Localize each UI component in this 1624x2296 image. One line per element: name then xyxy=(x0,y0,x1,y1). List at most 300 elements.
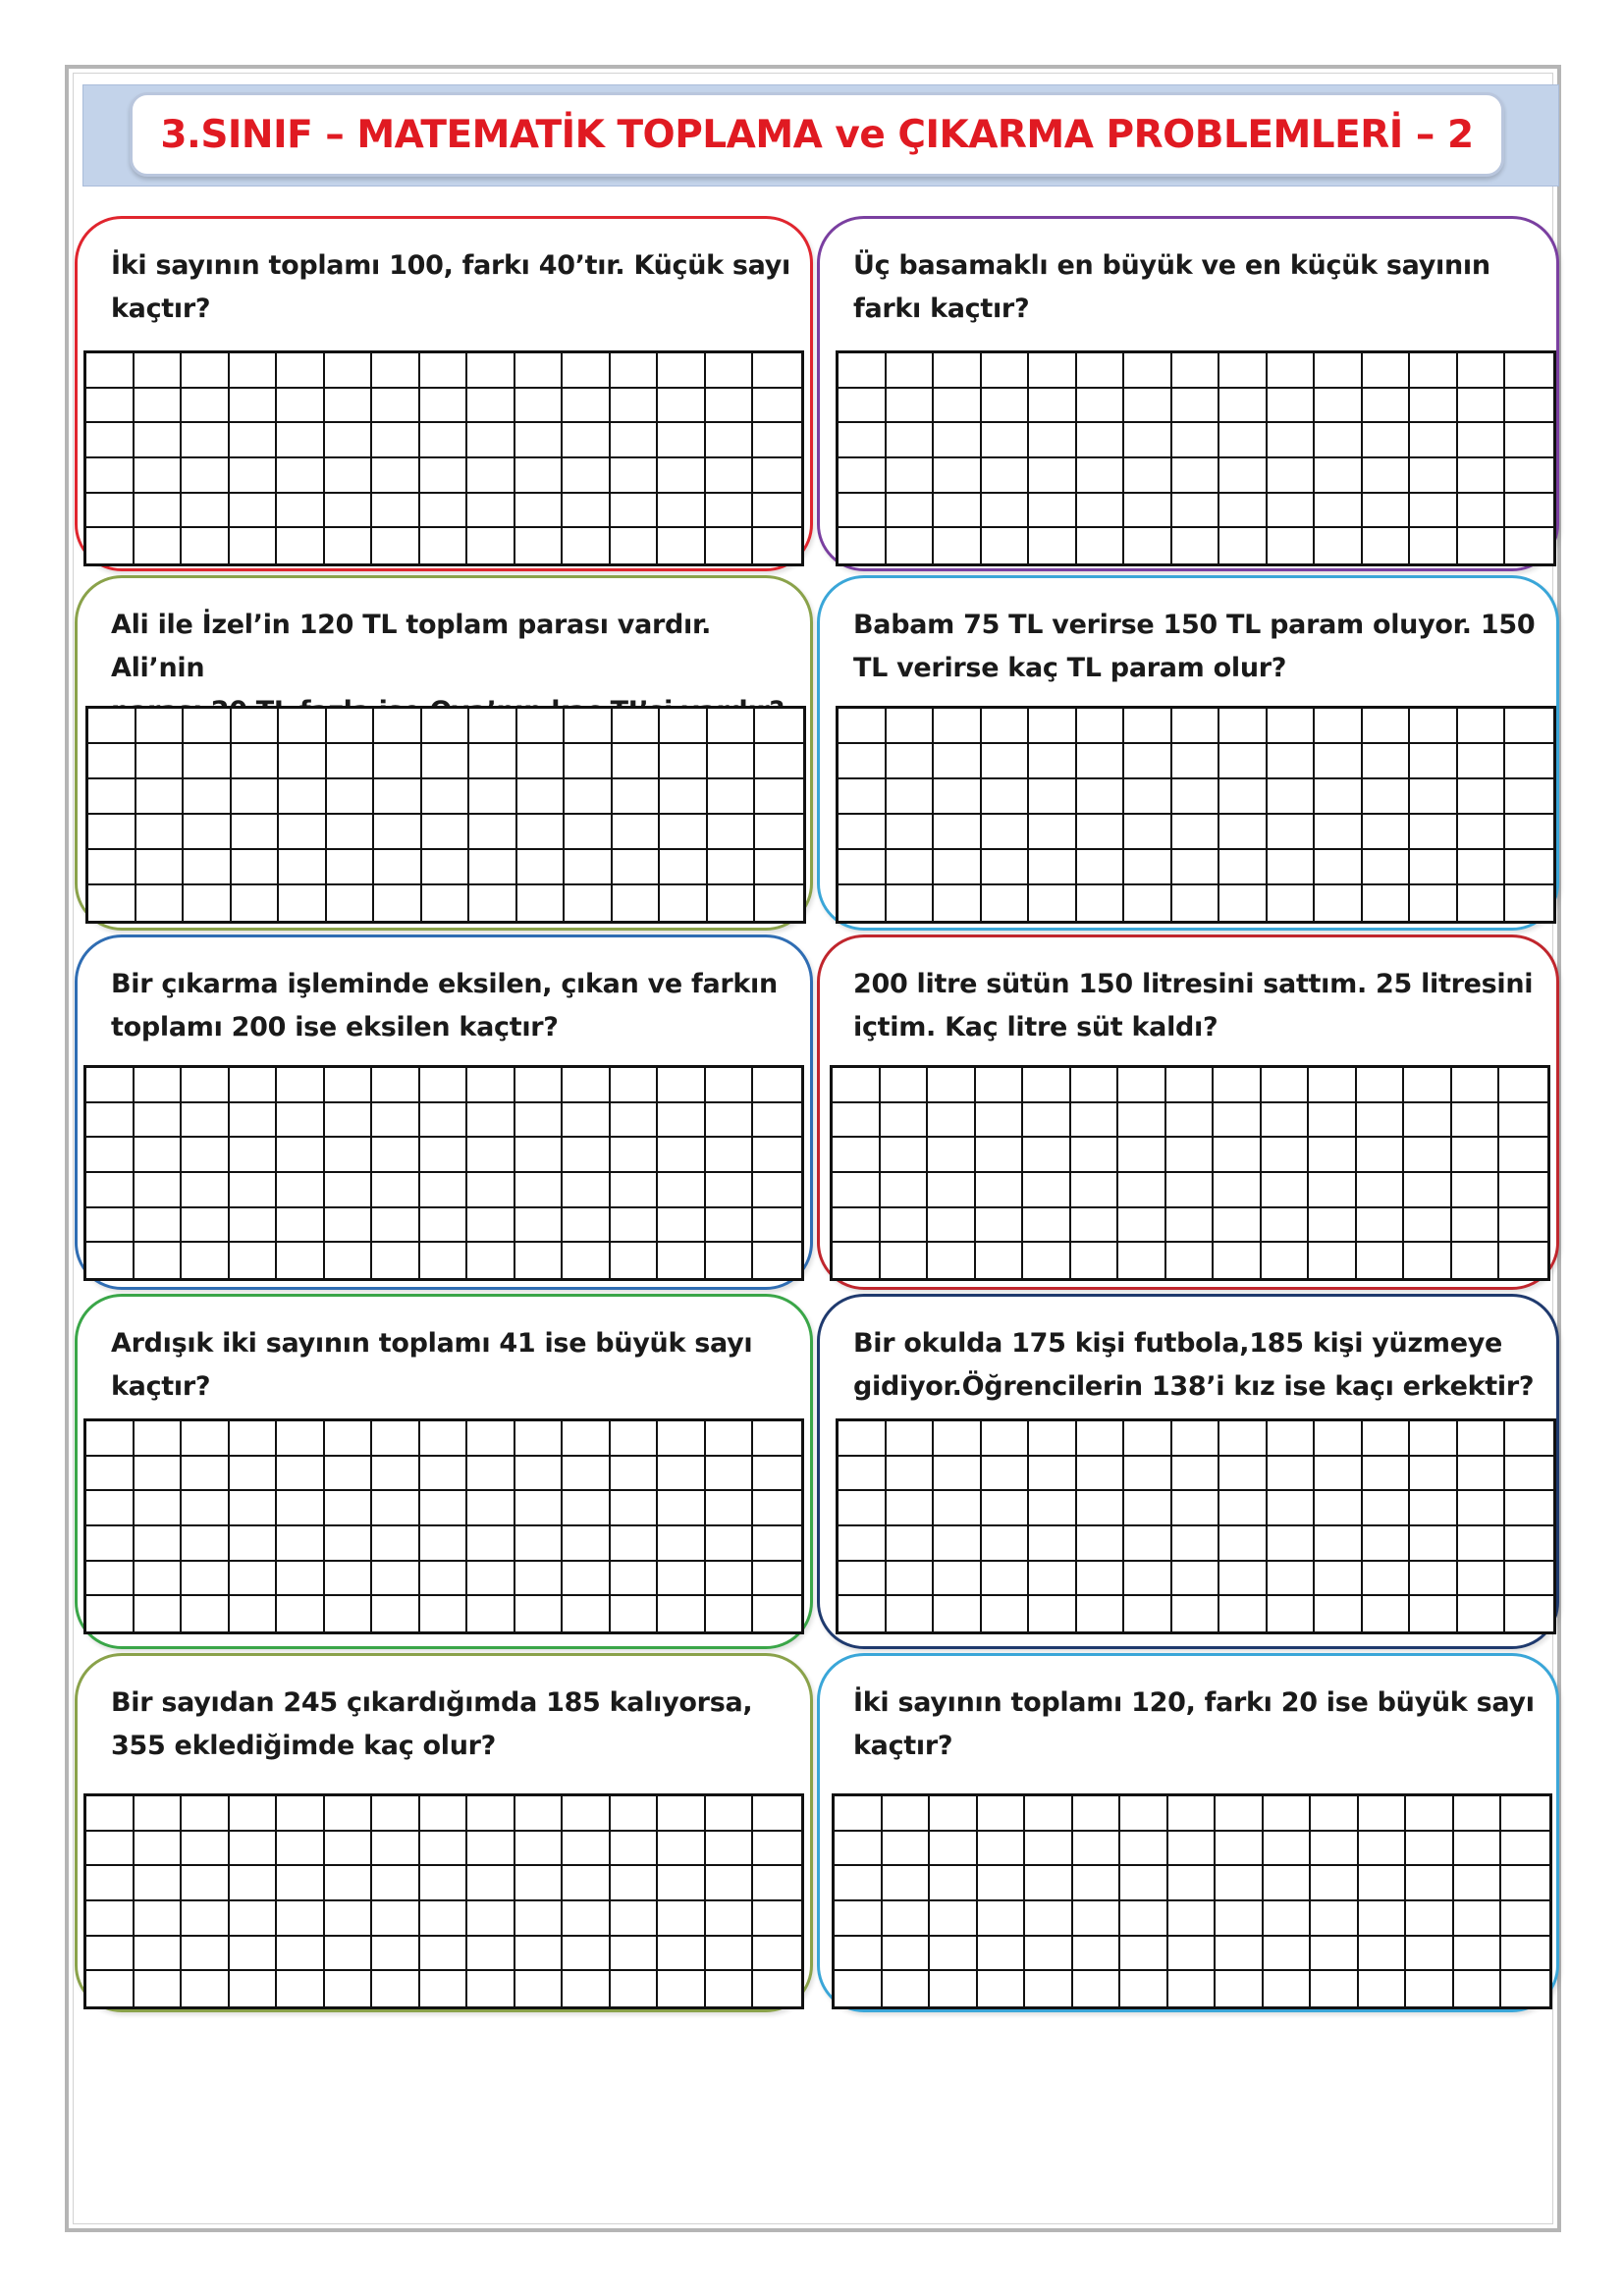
grid-cell[interactable] xyxy=(372,1173,420,1208)
grid-cell[interactable] xyxy=(753,423,801,458)
grid-cell[interactable] xyxy=(86,1971,135,2006)
grid-cell[interactable] xyxy=(611,1138,659,1173)
grid-cell[interactable] xyxy=(1311,1866,1359,1901)
grid-cell[interactable] xyxy=(706,528,754,563)
grid-cell[interactable] xyxy=(982,1491,1030,1526)
grid-cell[interactable] xyxy=(563,1421,611,1457)
grid-cell[interactable] xyxy=(1124,1526,1172,1562)
grid-cell[interactable] xyxy=(325,1243,373,1278)
grid-cell[interactable] xyxy=(1219,815,1268,850)
grid-cell[interactable] xyxy=(469,815,517,850)
grid-cell[interactable] xyxy=(1315,528,1363,563)
grid-cell[interactable] xyxy=(706,423,754,458)
grid-cell[interactable] xyxy=(563,1068,611,1103)
grid-cell[interactable] xyxy=(658,1103,706,1139)
grid-cell[interactable] xyxy=(1219,1421,1268,1457)
grid-cell[interactable] xyxy=(658,1562,706,1597)
grid-cell[interactable] xyxy=(515,1103,564,1139)
grid-cell[interactable] xyxy=(1172,528,1220,563)
grid-cell[interactable] xyxy=(1166,1103,1215,1139)
grid-cell[interactable] xyxy=(753,1596,801,1631)
grid-cell[interactable] xyxy=(467,1796,515,1832)
grid-cell[interactable] xyxy=(1073,1901,1121,1937)
grid-cell[interactable] xyxy=(928,1103,976,1139)
grid-cell[interactable] xyxy=(420,1832,468,1867)
grid-cell[interactable] xyxy=(611,1491,659,1526)
grid-cell[interactable] xyxy=(515,1243,564,1278)
grid-cell[interactable] xyxy=(135,1937,183,1972)
grid-cell[interactable] xyxy=(887,1562,935,1597)
grid-cell[interactable] xyxy=(1363,815,1411,850)
grid-cell[interactable] xyxy=(658,1596,706,1631)
grid-cell[interactable] xyxy=(1025,1971,1073,2006)
grid-cell[interactable] xyxy=(1168,1832,1217,1867)
grid-cell[interactable] xyxy=(372,1937,420,1972)
grid-cell[interactable] xyxy=(515,494,564,529)
grid-cell[interactable] xyxy=(86,1901,135,1937)
grid-cell[interactable] xyxy=(658,1208,706,1244)
grid-cell[interactable] xyxy=(182,1491,230,1526)
grid-cell[interactable] xyxy=(658,1937,706,1972)
grid-cell[interactable] xyxy=(1214,1103,1262,1139)
grid-cell[interactable] xyxy=(374,815,422,850)
grid-cell[interactable] xyxy=(1172,1526,1220,1562)
grid-cell[interactable] xyxy=(982,423,1030,458)
grid-cell[interactable] xyxy=(1214,1208,1262,1244)
grid-cell[interactable] xyxy=(1118,1243,1166,1278)
grid-cell[interactable] xyxy=(182,458,230,494)
grid-cell[interactable] xyxy=(1219,850,1268,885)
grid-cell[interactable] xyxy=(1499,1103,1547,1139)
grid-cell[interactable] xyxy=(706,1243,754,1278)
grid-cell[interactable] xyxy=(1120,1971,1168,2006)
grid-cell[interactable] xyxy=(420,1596,468,1631)
grid-cell[interactable] xyxy=(86,1526,135,1562)
grid-cell[interactable] xyxy=(1309,1173,1357,1208)
grid-cell[interactable] xyxy=(1071,1173,1119,1208)
grid-cell[interactable] xyxy=(182,1866,230,1901)
grid-cell[interactable] xyxy=(230,458,278,494)
grid-cell[interactable] xyxy=(1410,850,1458,885)
grid-cell[interactable] xyxy=(1029,1491,1077,1526)
grid-cell[interactable] xyxy=(1410,815,1458,850)
grid-cell[interactable] xyxy=(135,528,183,563)
grid-cell[interactable] xyxy=(1452,1173,1500,1208)
grid-cell[interactable] xyxy=(658,528,706,563)
grid-cell[interactable] xyxy=(753,389,801,424)
grid-cell[interactable] xyxy=(1268,815,1316,850)
grid-cell[interactable] xyxy=(1404,1243,1452,1278)
grid-cell[interactable] xyxy=(420,1103,468,1139)
grid-cell[interactable] xyxy=(833,1208,881,1244)
grid-cell[interactable] xyxy=(1124,528,1172,563)
grid-cell[interactable] xyxy=(565,709,613,744)
grid-cell[interactable] xyxy=(706,1866,754,1901)
grid-cell[interactable] xyxy=(928,1243,976,1278)
grid-cell[interactable] xyxy=(887,1491,935,1526)
grid-cell[interactable] xyxy=(1264,1796,1312,1832)
grid-cell[interactable] xyxy=(839,885,887,921)
grid-cell[interactable] xyxy=(277,1937,325,1972)
grid-cell[interactable] xyxy=(420,423,468,458)
grid-cell[interactable] xyxy=(1029,709,1077,744)
grid-cell[interactable] xyxy=(1458,1491,1506,1526)
grid-cell[interactable] xyxy=(1363,1562,1411,1597)
grid-cell[interactable] xyxy=(839,423,887,458)
grid-cell[interactable] xyxy=(1077,709,1125,744)
grid-cell[interactable] xyxy=(982,458,1030,494)
grid-cell[interactable] xyxy=(372,494,420,529)
grid-cell[interactable] xyxy=(1410,1457,1458,1492)
grid-cell[interactable] xyxy=(1071,1243,1119,1278)
grid-cell[interactable] xyxy=(753,1173,801,1208)
grid-cell[interactable] xyxy=(1410,1526,1458,1562)
grid-cell[interactable] xyxy=(86,1937,135,1972)
grid-cell[interactable] xyxy=(1172,709,1220,744)
grid-cell[interactable] xyxy=(660,709,708,744)
grid-cell[interactable] xyxy=(706,1901,754,1937)
grid-cell[interactable] xyxy=(372,1866,420,1901)
grid-cell[interactable] xyxy=(372,1596,420,1631)
grid-cell[interactable] xyxy=(1219,389,1268,424)
grid-cell[interactable] xyxy=(1219,353,1268,389)
grid-cell[interactable] xyxy=(1172,1491,1220,1526)
grid-cell[interactable] xyxy=(1501,1796,1549,1832)
grid-cell[interactable] xyxy=(839,815,887,850)
grid-cell[interactable] xyxy=(930,1971,978,2006)
grid-cell[interactable] xyxy=(563,1971,611,2006)
grid-cell[interactable] xyxy=(1172,353,1220,389)
grid-cell[interactable] xyxy=(1454,1832,1502,1867)
grid-cell[interactable] xyxy=(1219,779,1268,815)
grid-cell[interactable] xyxy=(753,1866,801,1901)
grid-cell[interactable] xyxy=(1410,423,1458,458)
grid-cell[interactable] xyxy=(1077,1596,1125,1631)
grid-cell[interactable] xyxy=(136,885,185,921)
grid-cell[interactable] xyxy=(327,815,375,850)
grid-cell[interactable] xyxy=(135,1068,183,1103)
grid-cell[interactable] xyxy=(887,494,935,529)
grid-cell[interactable] xyxy=(515,1068,564,1103)
grid-cell[interactable] xyxy=(839,850,887,885)
grid-cell[interactable] xyxy=(420,1491,468,1526)
grid-cell[interactable] xyxy=(930,1796,978,1832)
grid-cell[interactable] xyxy=(86,1832,135,1867)
grid-cell[interactable] xyxy=(1166,1208,1215,1244)
grid-cell[interactable] xyxy=(1268,1421,1316,1457)
grid-cell[interactable] xyxy=(611,1457,659,1492)
grid-cell[interactable] xyxy=(833,1173,881,1208)
grid-cell[interactable] xyxy=(1168,1866,1217,1901)
grid-cell[interactable] xyxy=(230,1457,278,1492)
grid-cell[interactable] xyxy=(1359,1832,1407,1867)
grid-cell[interactable] xyxy=(1120,1866,1168,1901)
grid-cell[interactable] xyxy=(1363,353,1411,389)
grid-cell[interactable] xyxy=(563,1832,611,1867)
grid-cell[interactable] xyxy=(982,850,1030,885)
grid-cell[interactable] xyxy=(611,423,659,458)
grid-cell[interactable] xyxy=(835,1971,883,2006)
grid-cell[interactable] xyxy=(1124,885,1172,921)
grid-cell[interactable] xyxy=(1077,1562,1125,1597)
grid-cell[interactable] xyxy=(563,1491,611,1526)
grid-cell[interactable] xyxy=(611,1243,659,1278)
grid-cell[interactable] xyxy=(86,1457,135,1492)
grid-cell[interactable] xyxy=(1262,1173,1310,1208)
grid-cell[interactable] xyxy=(1264,1937,1312,1972)
grid-cell[interactable] xyxy=(1410,528,1458,563)
grid-cell[interactable] xyxy=(515,1208,564,1244)
grid-cell[interactable] xyxy=(1359,1971,1407,2006)
answer-grid[interactable] xyxy=(83,1418,804,1634)
grid-cell[interactable] xyxy=(1452,1208,1500,1244)
grid-cell[interactable] xyxy=(136,815,185,850)
grid-cell[interactable] xyxy=(755,709,803,744)
grid-cell[interactable] xyxy=(839,1526,887,1562)
grid-cell[interactable] xyxy=(1458,709,1506,744)
grid-cell[interactable] xyxy=(887,1457,935,1492)
grid-cell[interactable] xyxy=(325,1866,373,1901)
grid-cell[interactable] xyxy=(135,1901,183,1937)
grid-cell[interactable] xyxy=(279,815,327,850)
grid-cell[interactable] xyxy=(1268,1457,1316,1492)
grid-cell[interactable] xyxy=(372,528,420,563)
grid-cell[interactable] xyxy=(887,353,935,389)
grid-cell[interactable] xyxy=(1499,1173,1547,1208)
grid-cell[interactable] xyxy=(88,709,136,744)
grid-cell[interactable] xyxy=(611,1173,659,1208)
grid-cell[interactable] xyxy=(930,1901,978,1937)
answer-grid[interactable] xyxy=(832,1793,1552,2009)
grid-cell[interactable] xyxy=(1268,528,1316,563)
grid-cell[interactable] xyxy=(563,1526,611,1562)
grid-cell[interactable] xyxy=(1505,389,1553,424)
grid-cell[interactable] xyxy=(325,1173,373,1208)
grid-cell[interactable] xyxy=(86,494,135,529)
grid-cell[interactable] xyxy=(135,1796,183,1832)
grid-cell[interactable] xyxy=(515,1971,564,2006)
grid-cell[interactable] xyxy=(1505,423,1553,458)
grid-cell[interactable] xyxy=(325,1796,373,1832)
grid-cell[interactable] xyxy=(881,1103,929,1139)
grid-cell[interactable] xyxy=(277,1173,325,1208)
grid-cell[interactable] xyxy=(1023,1138,1071,1173)
grid-cell[interactable] xyxy=(136,709,185,744)
grid-cell[interactable] xyxy=(563,1138,611,1173)
grid-cell[interactable] xyxy=(706,494,754,529)
grid-cell[interactable] xyxy=(887,1526,935,1562)
grid-cell[interactable] xyxy=(1458,815,1506,850)
grid-cell[interactable] xyxy=(887,423,935,458)
grid-cell[interactable] xyxy=(325,1491,373,1526)
grid-cell[interactable] xyxy=(230,494,278,529)
grid-cell[interactable] xyxy=(277,1103,325,1139)
grid-cell[interactable] xyxy=(1268,1596,1316,1631)
grid-cell[interactable] xyxy=(467,1596,515,1631)
grid-cell[interactable] xyxy=(1214,1173,1262,1208)
grid-cell[interactable] xyxy=(1219,423,1268,458)
grid-cell[interactable] xyxy=(469,779,517,815)
grid-cell[interactable] xyxy=(1025,1866,1073,1901)
grid-cell[interactable] xyxy=(658,1457,706,1492)
grid-cell[interactable] xyxy=(887,1421,935,1457)
grid-cell[interactable] xyxy=(277,1243,325,1278)
grid-cell[interactable] xyxy=(706,1421,754,1457)
grid-cell[interactable] xyxy=(1071,1208,1119,1244)
grid-cell[interactable] xyxy=(374,709,422,744)
grid-cell[interactable] xyxy=(327,709,375,744)
grid-cell[interactable] xyxy=(1219,1526,1268,1562)
grid-cell[interactable] xyxy=(1505,528,1553,563)
grid-cell[interactable] xyxy=(1172,458,1220,494)
grid-cell[interactable] xyxy=(420,494,468,529)
grid-cell[interactable] xyxy=(86,423,135,458)
grid-cell[interactable] xyxy=(982,528,1030,563)
grid-cell[interactable] xyxy=(420,1138,468,1173)
grid-cell[interactable] xyxy=(1452,1068,1500,1103)
grid-cell[interactable] xyxy=(184,850,232,885)
grid-cell[interactable] xyxy=(753,494,801,529)
grid-cell[interactable] xyxy=(1501,1866,1549,1901)
grid-cell[interactable] xyxy=(1118,1103,1166,1139)
grid-cell[interactable] xyxy=(934,709,982,744)
grid-cell[interactable] xyxy=(708,850,756,885)
grid-cell[interactable] xyxy=(467,1138,515,1173)
grid-cell[interactable] xyxy=(372,1901,420,1937)
grid-cell[interactable] xyxy=(1124,744,1172,779)
grid-cell[interactable] xyxy=(517,744,566,779)
grid-cell[interactable] xyxy=(883,1796,931,1832)
grid-cell[interactable] xyxy=(887,885,935,921)
grid-cell[interactable] xyxy=(611,1596,659,1631)
grid-cell[interactable] xyxy=(883,1971,931,2006)
grid-cell[interactable] xyxy=(467,353,515,389)
grid-cell[interactable] xyxy=(230,1796,278,1832)
grid-cell[interactable] xyxy=(1357,1103,1405,1139)
grid-cell[interactable] xyxy=(1404,1173,1452,1208)
grid-cell[interactable] xyxy=(1073,1937,1121,1972)
grid-cell[interactable] xyxy=(1406,1832,1454,1867)
grid-cell[interactable] xyxy=(1071,1103,1119,1139)
grid-cell[interactable] xyxy=(277,1491,325,1526)
grid-cell[interactable] xyxy=(1264,1832,1312,1867)
grid-cell[interactable] xyxy=(1214,1068,1262,1103)
grid-cell[interactable] xyxy=(230,528,278,563)
grid-cell[interactable] xyxy=(1268,1526,1316,1562)
grid-cell[interactable] xyxy=(706,1068,754,1103)
grid-cell[interactable] xyxy=(835,1901,883,1937)
grid-cell[interactable] xyxy=(327,850,375,885)
grid-cell[interactable] xyxy=(833,1103,881,1139)
grid-cell[interactable] xyxy=(928,1173,976,1208)
grid-cell[interactable] xyxy=(182,1208,230,1244)
answer-grid[interactable] xyxy=(85,706,806,924)
grid-cell[interactable] xyxy=(753,1208,801,1244)
grid-cell[interactable] xyxy=(515,1457,564,1492)
grid-cell[interactable] xyxy=(1124,494,1172,529)
grid-cell[interactable] xyxy=(1315,353,1363,389)
grid-cell[interactable] xyxy=(1410,709,1458,744)
grid-cell[interactable] xyxy=(1073,1971,1121,2006)
grid-cell[interactable] xyxy=(835,1832,883,1867)
grid-cell[interactable] xyxy=(982,1457,1030,1492)
grid-cell[interactable] xyxy=(565,815,613,850)
grid-cell[interactable] xyxy=(420,1796,468,1832)
grid-cell[interactable] xyxy=(1124,423,1172,458)
grid-cell[interactable] xyxy=(420,1866,468,1901)
answer-grid[interactable] xyxy=(836,350,1556,566)
answer-grid[interactable] xyxy=(83,1065,804,1281)
grid-cell[interactable] xyxy=(706,353,754,389)
grid-cell[interactable] xyxy=(86,1562,135,1597)
grid-cell[interactable] xyxy=(422,815,470,850)
grid-cell[interactable] xyxy=(881,1243,929,1278)
grid-cell[interactable] xyxy=(1315,1562,1363,1597)
grid-cell[interactable] xyxy=(467,458,515,494)
grid-cell[interactable] xyxy=(1359,1796,1407,1832)
grid-cell[interactable] xyxy=(1029,1526,1077,1562)
grid-cell[interactable] xyxy=(1315,885,1363,921)
grid-cell[interactable] xyxy=(182,389,230,424)
grid-cell[interactable] xyxy=(88,885,136,921)
grid-cell[interactable] xyxy=(1505,885,1553,921)
grid-cell[interactable] xyxy=(325,1971,373,2006)
grid-cell[interactable] xyxy=(372,1103,420,1139)
grid-cell[interactable] xyxy=(372,1796,420,1832)
grid-cell[interactable] xyxy=(1118,1138,1166,1173)
grid-cell[interactable] xyxy=(934,815,982,850)
grid-cell[interactable] xyxy=(1404,1068,1452,1103)
grid-cell[interactable] xyxy=(1452,1138,1500,1173)
grid-cell[interactable] xyxy=(611,1526,659,1562)
grid-cell[interactable] xyxy=(982,494,1030,529)
grid-cell[interactable] xyxy=(1410,1596,1458,1631)
grid-cell[interactable] xyxy=(1118,1208,1166,1244)
grid-cell[interactable] xyxy=(839,389,887,424)
grid-cell[interactable] xyxy=(135,1526,183,1562)
grid-cell[interactable] xyxy=(839,458,887,494)
grid-cell[interactable] xyxy=(976,1103,1024,1139)
grid-cell[interactable] xyxy=(1268,779,1316,815)
grid-cell[interactable] xyxy=(611,1901,659,1937)
grid-cell[interactable] xyxy=(1452,1103,1500,1139)
grid-cell[interactable] xyxy=(1077,458,1125,494)
grid-cell[interactable] xyxy=(277,1421,325,1457)
grid-cell[interactable] xyxy=(753,1457,801,1492)
grid-cell[interactable] xyxy=(982,389,1030,424)
grid-cell[interactable] xyxy=(1029,815,1077,850)
grid-cell[interactable] xyxy=(1359,1937,1407,1972)
grid-cell[interactable] xyxy=(1311,1901,1359,1937)
grid-cell[interactable] xyxy=(467,1068,515,1103)
grid-cell[interactable] xyxy=(563,389,611,424)
grid-cell[interactable] xyxy=(1077,353,1125,389)
grid-cell[interactable] xyxy=(517,779,566,815)
grid-cell[interactable] xyxy=(1363,494,1411,529)
grid-cell[interactable] xyxy=(279,779,327,815)
grid-cell[interactable] xyxy=(706,1526,754,1562)
grid-cell[interactable] xyxy=(1268,1562,1316,1597)
grid-cell[interactable] xyxy=(277,353,325,389)
grid-cell[interactable] xyxy=(469,744,517,779)
grid-cell[interactable] xyxy=(982,744,1030,779)
grid-cell[interactable] xyxy=(182,423,230,458)
grid-cell[interactable] xyxy=(1505,458,1553,494)
grid-cell[interactable] xyxy=(753,1421,801,1457)
grid-cell[interactable] xyxy=(658,1243,706,1278)
grid-cell[interactable] xyxy=(1166,1243,1215,1278)
grid-cell[interactable] xyxy=(184,744,232,779)
